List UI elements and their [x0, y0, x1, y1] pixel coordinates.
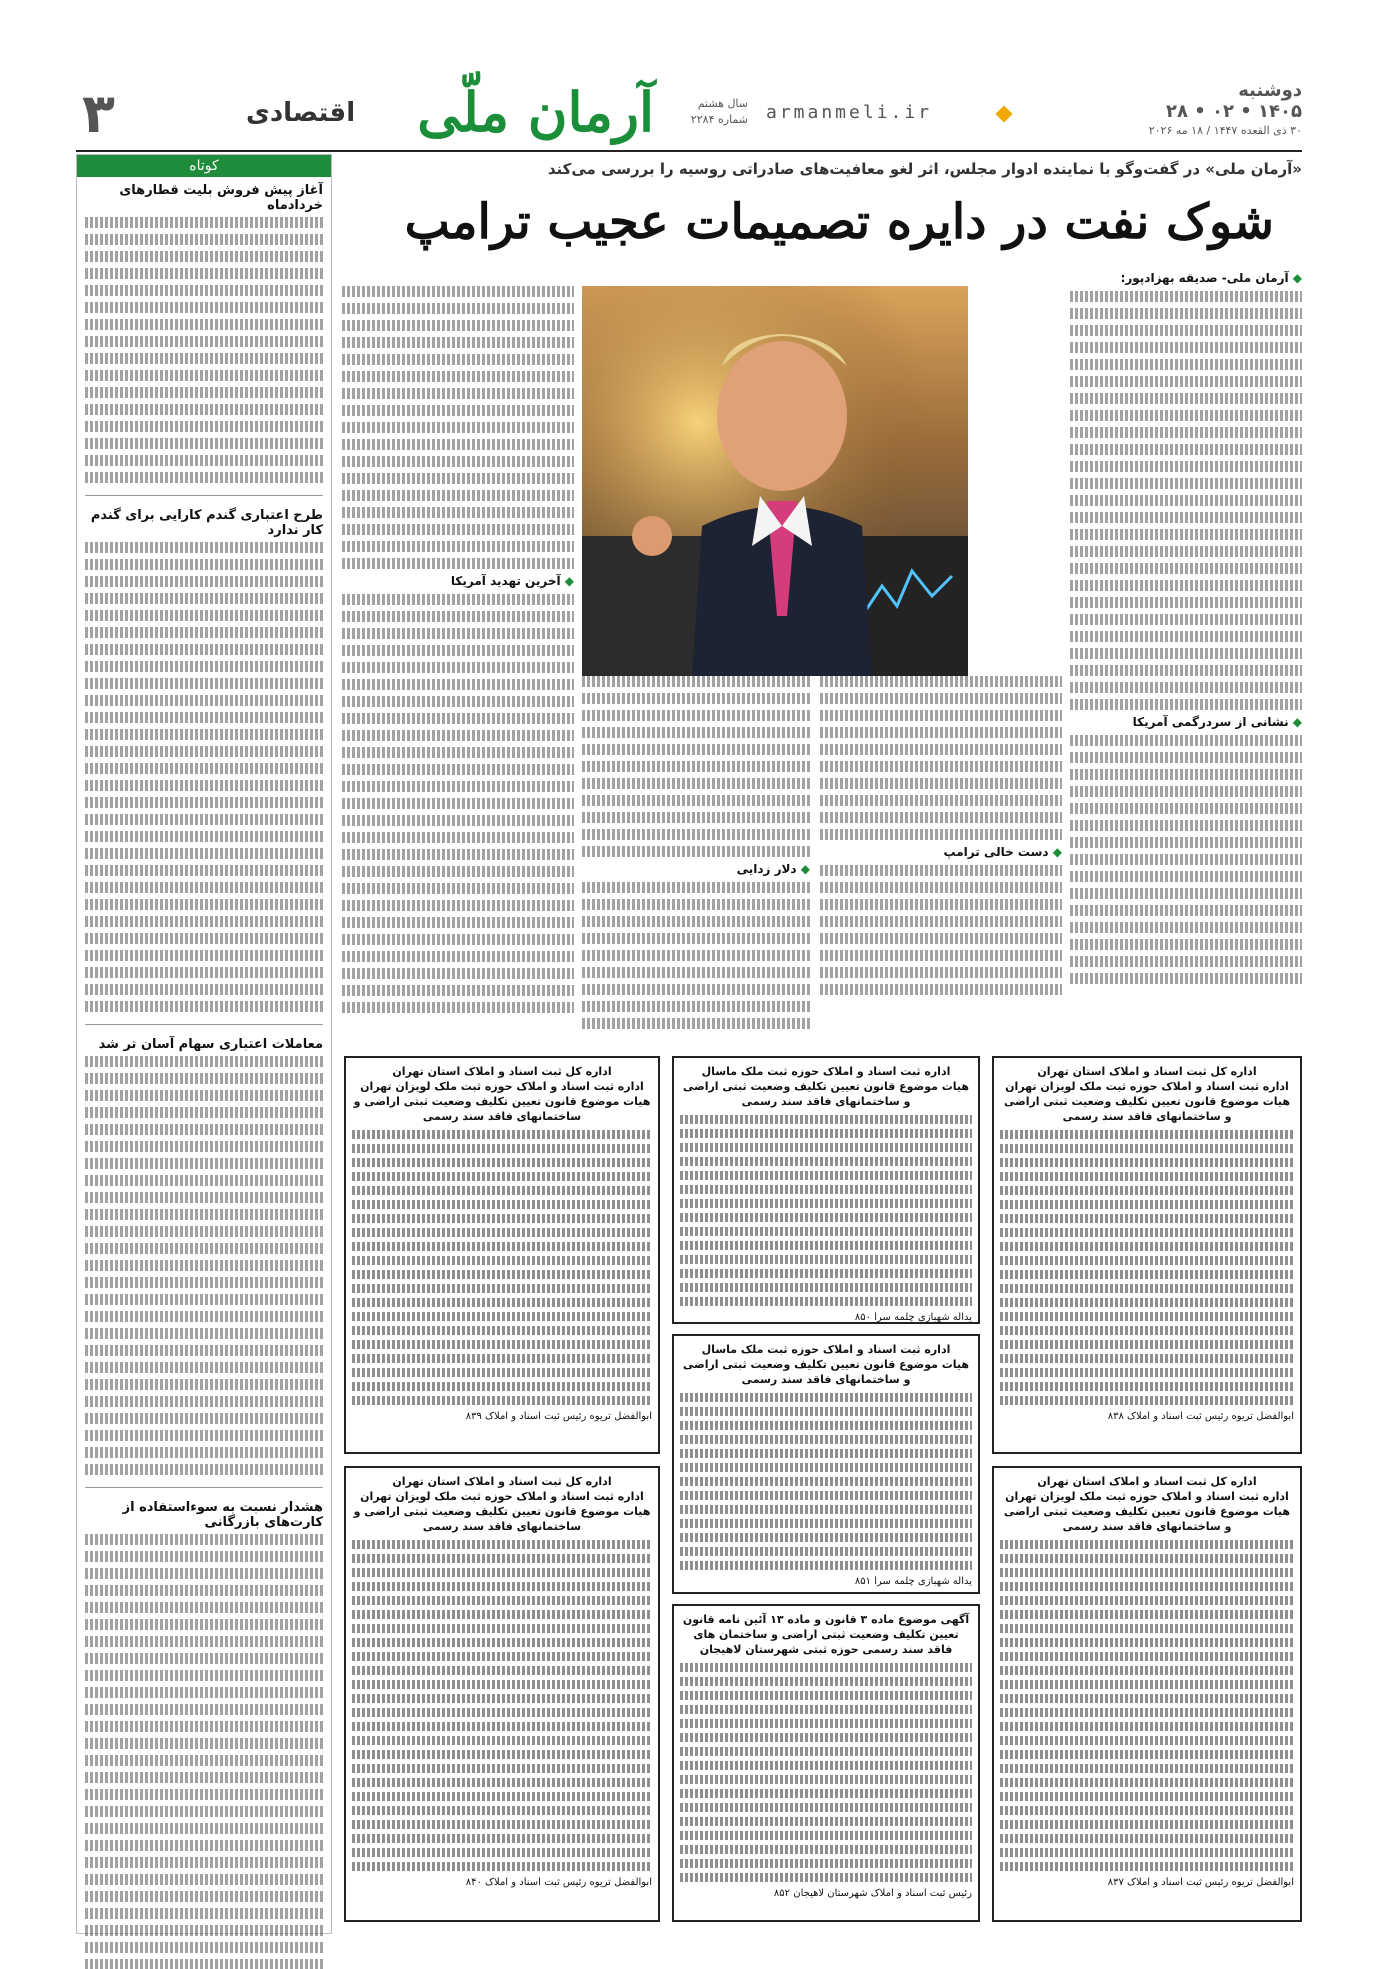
notice-title: اداره کل ثبت اسناد و املاک استان تهران اداره ثبت اسناد و املاک حوزه ثبت ملک لویزان تهران هیات موضوع قانون تعیین تکلیف وضعیت ثبتی اراضی و ساختمانهای فاقد سند رسمی: [1003, 1065, 1291, 1123]
weekday: دوشنبه: [1238, 80, 1302, 101]
column-text: [1070, 735, 1302, 984]
column-text: [582, 882, 810, 1029]
brief-title: طرح اعتباری گندم کارایی برای گندم کار ندارد: [90, 508, 323, 538]
legal-notice[interactable]: [672, 1056, 980, 1324]
legal-notice[interactable]: [992, 1466, 1302, 1922]
photo-illustration: [582, 286, 968, 676]
brief-text: [85, 1534, 323, 1969]
notice-title: آگهی موضوع ماده ۳ قانون و ماده ۱۳ آئین نامه قانون تعیین تکلیف وضعیت ثبتی اراضی و ساختمان های فاقد سند رسمی حوزه ثبتی شهرستان لاهیجان: [682, 1613, 970, 1656]
legal-notice[interactable]: [344, 1056, 660, 1454]
sidebar-heading: کوتاه: [77, 155, 331, 177]
notice-signature: ابوالفضل تریوه رئیس ثبت اسناد و املاک ۸۳۷: [1107, 1877, 1294, 1888]
legal-notice[interactable]: [672, 1604, 980, 1922]
divider: [85, 1024, 323, 1025]
logo-text: آرمان ملّی: [417, 80, 654, 144]
notice-text: [680, 1663, 972, 1882]
column-text: [820, 676, 1062, 840]
page-number: ۳: [82, 82, 115, 145]
legal-notice[interactable]: [672, 1334, 980, 1594]
brief-item[interactable]: [77, 1031, 331, 1481]
notice-text: [1000, 1130, 1294, 1405]
notice-title: اداره ثبت اسناد و املاک حوزه ثبت ملک ماسال هیات موضوع قانون تعیین تکلیف وضعیت ثبتی اراضی و ساختمانهای فاقد سند رسمی: [682, 1065, 970, 1108]
subhead: ◆ نشانی از سردرگمی آمریکا: [1070, 714, 1302, 731]
notice-signature: ابوالفضل تریوه رئیس ثبت اسناد و املاک ۸۳۸: [1107, 1411, 1294, 1422]
brief-text: [85, 542, 323, 1012]
divider: [85, 495, 323, 496]
notice-text: [352, 1130, 652, 1405]
subhead: ◆ دلار زدایی: [582, 861, 810, 878]
article-column: [582, 676, 810, 1029]
column-text: [1070, 291, 1302, 710]
issue-meta: [668, 96, 748, 128]
notice-text: [680, 1393, 972, 1570]
newspaper-logo[interactable]: [414, 72, 654, 142]
brief-text: [85, 1056, 323, 1475]
notice-text: [680, 1115, 972, 1306]
date-block: [1149, 80, 1302, 137]
notice-signature: یداله شهبازی چلمه سرا ۸۵۱: [854, 1576, 972, 1587]
notice-text: [352, 1540, 652, 1871]
subhead: ◆ آخرین تهدید آمریکا: [342, 573, 574, 590]
notice-signature: رئیس ثبت اسناد و املاک شهرستان لاهیجان ۸۵۲: [773, 1888, 972, 1899]
subhead: ◆ دست خالی ترامپ: [820, 844, 1062, 861]
notice-title: اداره ثبت اسناد و املاک حوزه ثبت ملک ماسال هیات موضوع قانون تعیین تکلیف وضعیت ثبتی اراضی و ساختمانهای فاقد سند رسمی: [682, 1343, 970, 1386]
column-text: [342, 594, 574, 1013]
notice-title: اداره کل ثبت اسناد و املاک استان تهران اداره ثبت اسناد و املاک حوزه ثبت ملک لویزان تهران هیات موضوع قانون تعیین تکلیف وضعیت ثبتی اراضی و ساختمانهای فاقد سند رسمی: [353, 1475, 651, 1533]
notice-signature: ابوالفضل تریوه رئیس ثبت اسناد و املاک ۸۳۹: [465, 1411, 652, 1422]
diamond-icon: [996, 106, 1013, 123]
brief-title: معاملات اعتباری سهام آسان تر شد: [98, 1037, 323, 1052]
notice-title: اداره کل ثبت اسناد و املاک استان تهران اداره ثبت اسناد و املاک حوزه ثبت ملک لویزان تهران هیات موضوع قانون تعیین تکلیف وضعیت ثبتی اراضی و ساختمانهای فاقد سند رسمی: [1003, 1475, 1291, 1533]
article-byline: ◆ آرمان ملی- صدیقه بهزادپور:: [1070, 270, 1302, 287]
issue-number: شماره ۲۲۸۴: [690, 113, 748, 126]
notice-text: [1000, 1540, 1294, 1871]
website-link[interactable]: armanmeli.ir: [766, 102, 933, 123]
article-kicker: «آرمان ملی» در گفت‌وگو با نماینده ادوار مجلس، اثر لغو معافیت‌های صادراتی روسیه را بررسی می‌کند: [547, 160, 1302, 178]
article-headline[interactable]: شوک نفت در دایره تصمیمات عجیب ترامپ: [404, 194, 1274, 250]
column-text: [582, 676, 810, 857]
article-column: [820, 676, 1062, 995]
column-text: [342, 286, 574, 569]
issue-year: سال هشتم: [697, 97, 748, 110]
section-title: اقتصادی: [246, 98, 356, 128]
divider: [85, 1487, 323, 1488]
news-brief-sidebar: [76, 154, 332, 1934]
column-text: [820, 865, 1062, 995]
brief-item[interactable]: [77, 1494, 331, 1969]
article-column: [342, 286, 574, 1013]
notice-signature: ابوالفضل تریوه رئیس ثبت اسناد و املاک ۸۴۰: [465, 1877, 652, 1888]
legal-notice[interactable]: [344, 1466, 660, 1922]
brief-title: هشدار نسبت به سوءاستفاده از کارت‌های بازرگانی: [122, 1500, 323, 1530]
notice-signature: یداله شهبازی چلمه سرا ۸۵۰: [854, 1312, 972, 1323]
brief-text: [85, 217, 323, 483]
brief-item[interactable]: [77, 177, 331, 489]
header-divider: [76, 150, 1302, 152]
legal-notice[interactable]: [992, 1056, 1302, 1454]
shamsi-date: ۲۸ • ۰۲ • ۱۴۰۵: [1166, 101, 1302, 122]
masthead: [76, 70, 1302, 150]
notice-title: اداره کل ثبت اسناد و املاک استان تهران اداره ثبت اسناد و املاک حوزه ثبت ملک لویزان تهران هیات موضوع قانون تعیین تکلیف وضعیت ثبتی اراضی و ساختمانهای فاقد سند رسمی: [353, 1065, 651, 1123]
article-photo[interactable]: [582, 286, 968, 676]
other-dates: ۳۰ ذی القعده ۱۴۴۷ / ۱۸ مه ۲۰۲۶: [1148, 124, 1302, 137]
article-column: [1070, 270, 1302, 984]
brief-item[interactable]: [77, 502, 331, 1018]
brief-title: آغاز پیش فروش بلیت قطارهای خردادماه: [119, 183, 323, 213]
